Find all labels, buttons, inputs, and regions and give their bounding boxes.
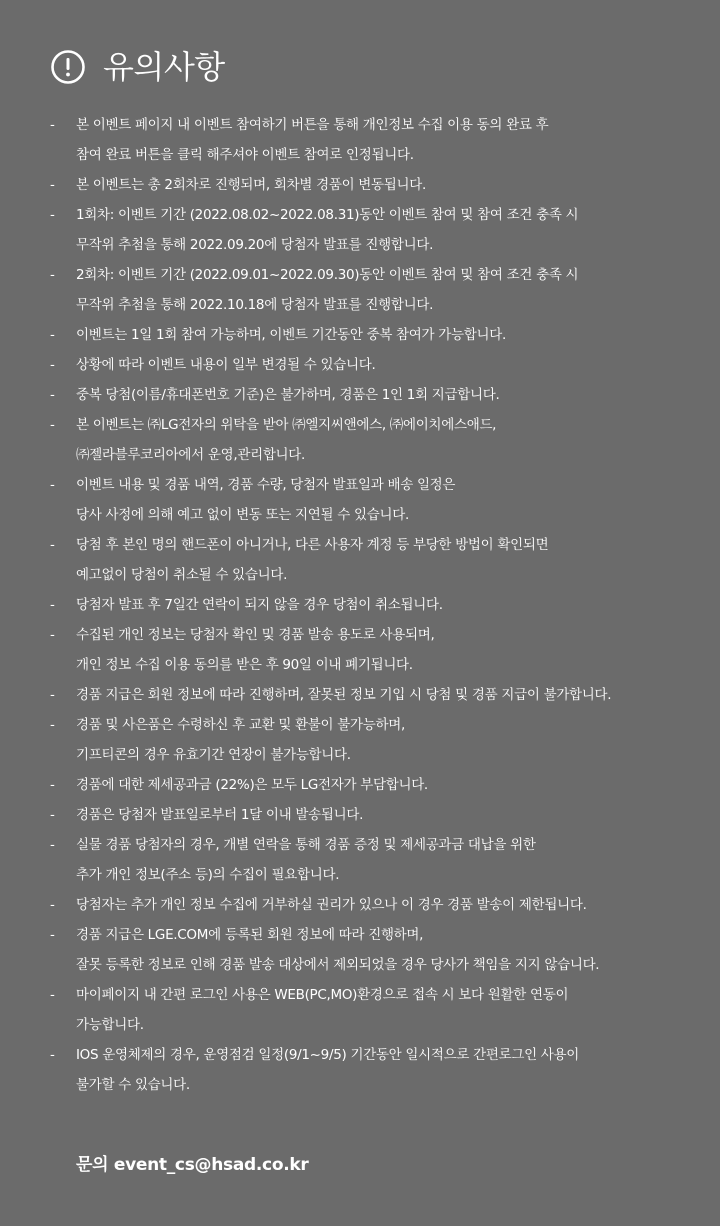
list-bullet: -: [50, 837, 55, 853]
list-item: [50, 170, 680, 200]
list-item: [50, 770, 680, 800]
list-item-text: 참여 완료 버튼을 클릭 해주셔야 이벤트 참여로 인정됩니다.: [76, 147, 414, 163]
list-item: [50, 590, 680, 620]
list-item-text: 경품에 대한 제세공과금 (22%)은 모두 LG전자가 부담합니다.: [76, 777, 428, 793]
list-item-text: 1회차: 이벤트 기간 (2022.08.02~2022.08.31)동안 이벤트 참여 및 참여 조건 충족 시: [76, 207, 579, 223]
list-bullet: -: [50, 597, 55, 613]
page-title: 유의사항: [103, 48, 225, 86]
list-item-text: 중복 당첨(이름/휴대폰번호 기준)은 불가하며, 경품은 1인 1회 지급합니다.: [76, 387, 500, 403]
list-item: [50, 380, 680, 410]
list-bullet: -: [50, 117, 55, 133]
list-item: [50, 980, 680, 1040]
list-item: [50, 800, 680, 830]
list-bullet: -: [50, 627, 55, 643]
list-item: [50, 320, 680, 350]
notice-list: [50, 110, 680, 1100]
list-item-text: 당첨 후 본인 명의 핸드폰이 아니거나, 다른 사용자 계정 등 부당한 방법이 확인되면: [76, 537, 549, 553]
list-bullet: -: [50, 897, 55, 913]
list-item-text: 추가 개인 정보(주소 등)의 수집이 필요합니다.: [76, 867, 340, 883]
list-item-text: IOS 운영체제의 경우, 운영점검 일정(9/1~9/5) 기간동안 일시적으로 간편로그인 사용이: [76, 1047, 580, 1063]
contact-info: 문의 event_cs@hsad.co.kr: [76, 1155, 309, 1175]
list-item-text: 가능합니다.: [76, 1017, 144, 1033]
exclamation-circle-icon: [50, 49, 86, 85]
list-item-text: 경품은 당첨자 발표일로부터 1달 이내 발송됩니다.: [76, 807, 364, 823]
list-item-text: 본 이벤트는 ㈜LG전자의 위탁을 받아 ㈜엘지씨앤에스, ㈜에이치에스애드,: [76, 417, 497, 433]
list-item-text: 2회차: 이벤트 기간 (2022.09.01~2022.09.30)동안 이벤트 참여 및 참여 조건 충족 시: [76, 267, 579, 283]
list-bullet: -: [50, 207, 55, 223]
list-bullet: -: [50, 267, 55, 283]
list-item-text: 실물 경품 당첨자의 경우, 개별 연락을 통해 경품 증정 및 제세공과금 대납을 위한: [76, 837, 536, 853]
list-bullet: -: [50, 1047, 55, 1063]
list-item-text: 경품 지급은 회원 정보에 따라 진행하며, 잘못된 정보 기입 시 당첨 및 경품 지급이 불가합니다.: [76, 687, 612, 703]
list-item: [50, 680, 680, 710]
list-item-text: 무작위 추첨을 통해 2022.09.20에 당첨자 발표를 진행합니다.: [76, 237, 434, 253]
list-item-text: 이벤트는 1일 1회 참여 가능하며, 이벤트 기간동안 중복 참여가 가능합니다.: [76, 327, 506, 343]
list-item: [50, 830, 680, 890]
list-item: [50, 350, 680, 380]
list-bullet: -: [50, 417, 55, 433]
list-item: [50, 920, 680, 980]
list-item-text: 본 이벤트는 총 2회차로 진행되며, 회차별 경품이 변동됩니다.: [76, 177, 426, 193]
list-item-text: 경품 지급은 LGE.COM에 등록된 회원 정보에 따라 진행하며,: [76, 927, 424, 943]
list-item: [50, 890, 680, 920]
list-bullet: -: [50, 807, 55, 823]
list-item-text: 상황에 따라 이벤트 내용이 일부 변경될 수 있습니다.: [76, 357, 376, 373]
list-item-text: 불가할 수 있습니다.: [76, 1077, 190, 1093]
list-item-text: 당사 사정에 의해 예고 없이 변동 또는 지연될 수 있습니다.: [76, 507, 409, 523]
list-item-text: 수집된 개인 정보는 당첨자 확인 및 경품 발송 용도로 사용되며,: [76, 627, 435, 643]
list-item-text: 무작위 추첨을 통해 2022.10.18에 당첨자 발표를 진행합니다.: [76, 297, 434, 313]
list-item-text: 예고없이 당첨이 취소될 수 있습니다.: [76, 567, 288, 583]
list-item-text: 이벤트 내용 및 경품 내역, 경품 수량, 당첨자 발표일과 배송 일정은: [76, 477, 456, 493]
list-bullet: -: [50, 357, 55, 373]
list-bullet: -: [50, 717, 55, 733]
list-item-text: 본 이벤트 페이지 내 이벤트 참여하기 버튼을 통해 개인정보 수집 이용 동의 완료 후: [76, 117, 549, 133]
list-item: [50, 620, 680, 680]
list-item-text: 개인 정보 수집 이용 동의를 받은 후 90일 이내 폐기됩니다.: [76, 657, 413, 673]
list-item: [50, 200, 680, 260]
list-item: [50, 470, 680, 530]
list-item-text: 마이페이지 내 간편 로그인 사용은 WEB(PC,MO)환경으로 접속 시 보다 원활한 연동이: [76, 987, 569, 1003]
list-item: [50, 410, 680, 470]
list-item-text: 기프티콘의 경우 유효기간 연장이 불가능합니다.: [76, 747, 351, 763]
list-item: [50, 1040, 680, 1100]
list-bullet: -: [50, 327, 55, 343]
list-bullet: -: [50, 987, 55, 1003]
list-item: [50, 710, 680, 770]
list-bullet: -: [50, 927, 55, 943]
list-item: [50, 260, 680, 320]
list-bullet: -: [50, 387, 55, 403]
list-bullet: -: [50, 537, 55, 553]
list-item: [50, 530, 680, 590]
list-bullet: -: [50, 177, 55, 193]
list-item-text: 당첨자 발표 후 7일간 연락이 되지 않을 경우 당첨이 취소됩니다.: [76, 597, 443, 613]
list-item-text: 잘못 등록한 정보로 인해 경품 발송 대상에서 제외되었을 경우 당사가 책임을 지지 않습니다.: [76, 957, 600, 973]
list-bullet: -: [50, 477, 55, 493]
list-item-text: ㈜젤라블루코리아에서 운영,관리합니다.: [76, 447, 306, 463]
list-item-text: 당첨자는 추가 개인 정보 수집에 거부하실 권리가 있으나 이 경우 경품 발송이 제한됩니다.: [76, 897, 587, 913]
notice-header: [50, 42, 680, 92]
list-item: [50, 110, 680, 170]
list-bullet: -: [50, 777, 55, 793]
list-bullet: -: [50, 687, 55, 703]
list-item-text: 경품 및 사은품은 수령하신 후 교환 및 환불이 불가능하며,: [76, 717, 405, 733]
